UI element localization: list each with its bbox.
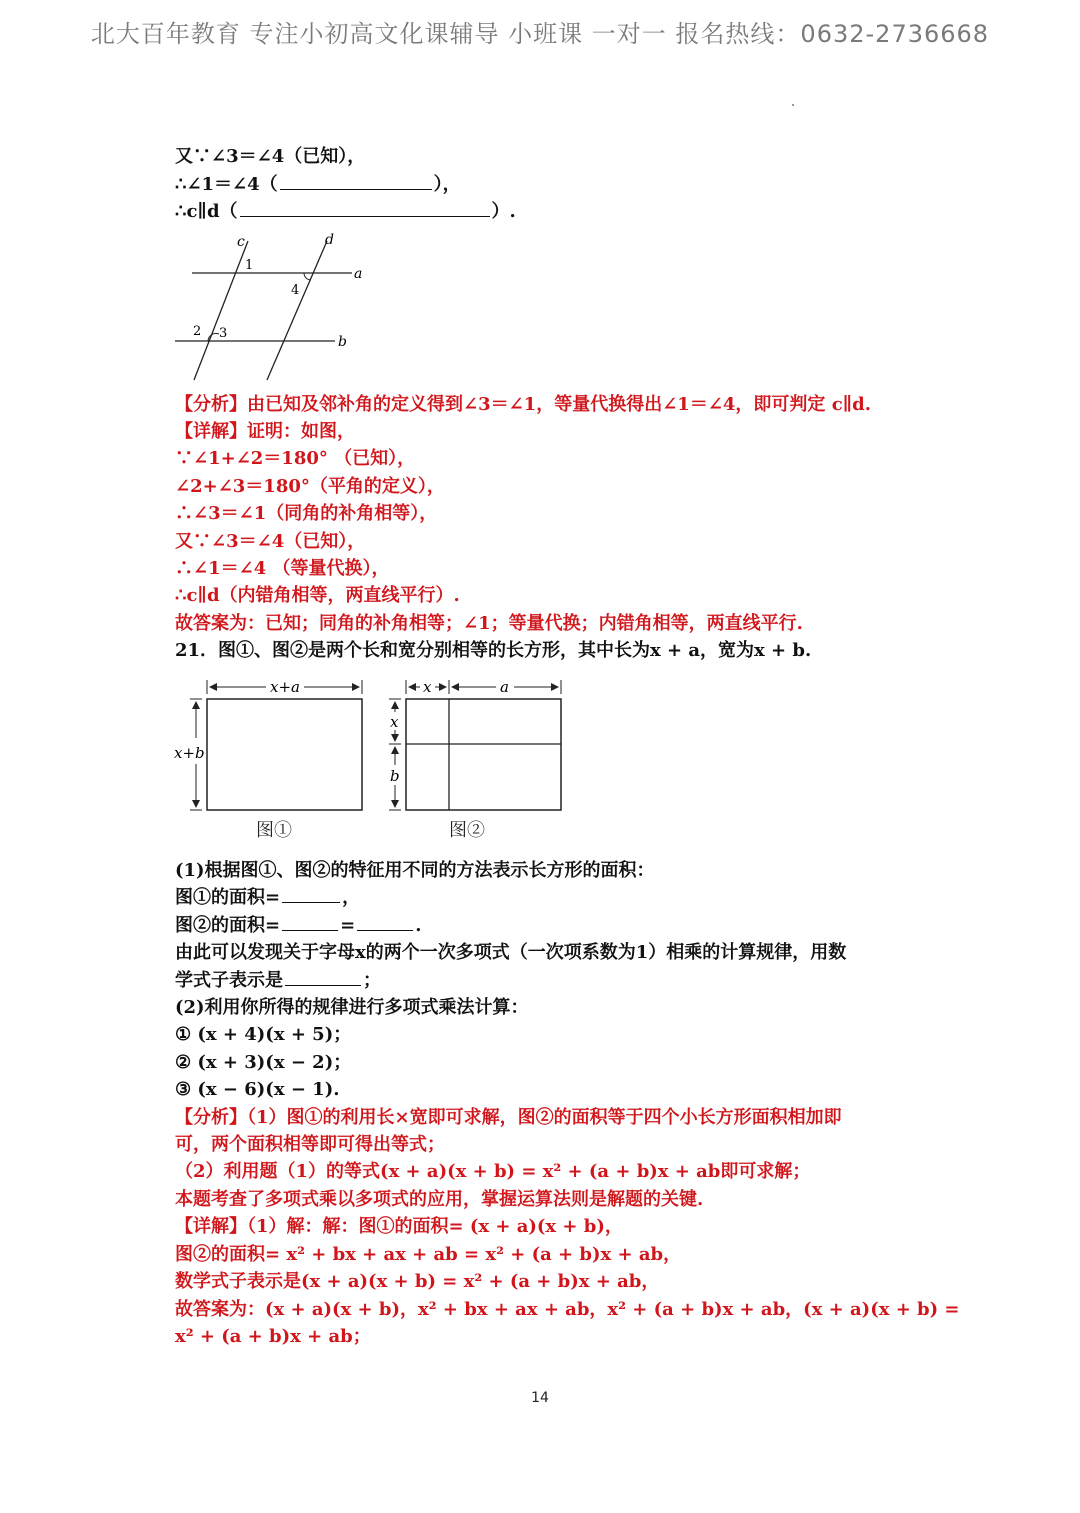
label-angle-4: 4	[291, 283, 300, 298]
solution21-line: 图②的面积= x² + bx + ax + ab = x² + (a + b)x + ab，	[175, 1244, 682, 1265]
q21-part-after: ；	[363, 970, 381, 991]
solution21-line: 故答案为：(x + a)(x + b)，x² + bx + ax + ab，x² + (a + b)x + ab，(x + a)(x + b) =	[175, 1299, 960, 1320]
solution20-line: ∵∠1+∠2＝180° （已知），	[175, 448, 416, 469]
fig2-top-a-label: a	[500, 678, 509, 696]
page-header: 北大百年教育 专注小初高文化课辅导 小班课 一对一 报名热线：0632-2736668	[90, 20, 990, 48]
rectangles-figure	[170, 672, 580, 822]
rectangle-1	[207, 699, 362, 810]
q21-part-text: 图②的面积=	[175, 915, 281, 936]
q21-part-text: 图①的面积=	[175, 887, 281, 908]
label-a: a	[354, 266, 363, 282]
top-line-3	[175, 198, 516, 225]
q21-part-text: 由此可以发现关于字母x的两个一次多项式（一次项系数为1）相乘的计算规律，用数	[175, 942, 847, 963]
label-b: b	[338, 334, 347, 350]
top-line-1-text: 又∵∠3＝∠4（已知），	[175, 146, 366, 167]
answer-blank[interactable]	[285, 967, 361, 986]
answer-blank[interactable]	[280, 171, 432, 190]
solution20-line: 故答案为：已知；同角的补角相等；∠1；等量代换；内错角相等，两直线平行.	[175, 613, 803, 634]
q21-part-text: ① (x + 4)(x + 5)；	[175, 1024, 352, 1045]
top-line-3-before: ∴c∥d（	[175, 201, 238, 222]
q21-part	[175, 939, 846, 966]
solution20-line: 【详解】证明：如图，	[175, 421, 355, 442]
fig2-top-x-label: x	[423, 678, 432, 696]
fig2-side-b-label: b	[390, 767, 400, 785]
solution21-line: 【分析】（1）图①的利用长×宽即可求解，图②的面积等于四个小长方形面积相加即	[175, 1107, 842, 1128]
top-line-2-after: ），	[433, 174, 461, 195]
q21-part	[175, 1049, 351, 1076]
top-line-1	[175, 143, 365, 170]
q21-part-text: ③ (x − 6)(x − 1).	[175, 1079, 340, 1100]
line-c	[194, 241, 248, 380]
solution20-line: ∴∠3＝∠1（同角的补角相等），	[175, 503, 438, 524]
q21-part-text: (1)根据图①、图②的特征用不同的方法表示长方形的面积：	[175, 860, 655, 881]
page-number: 14	[531, 1390, 549, 1406]
solution20-line: 又∵∠3＝∠4（已知），	[175, 531, 366, 552]
q21-part-mid: =	[340, 915, 356, 936]
solution21-line: 【详解】（1）解：解：图①的面积= (x + a)(x + b)，	[175, 1216, 623, 1237]
top-line-2-before: ∴∠1＝∠4（	[175, 174, 278, 195]
fig1-caption: 图①	[256, 820, 292, 841]
solution20-line: 【分析】由已知及邻补角的定义得到∠3＝∠1，等量代换得出∠1＝∠4，即可判定 c∥d.	[175, 394, 872, 415]
q21-part	[175, 884, 360, 911]
label-angle-2: 2	[193, 324, 202, 339]
fig1-side-label: x+b	[174, 744, 205, 762]
solution21-line: 本题考查了多项式乘以多项式的应用，掌握运算法则是解题的关键.	[175, 1189, 704, 1210]
q21-part-text: ② (x + 3)(x − 2)；	[175, 1052, 352, 1073]
solution21-line: 数学式子表示是(x + a)(x + b) = x² + (a + b)x + ab，	[175, 1271, 660, 1292]
solution20-line: ∴∠1＝∠4 （等量代换），	[175, 558, 390, 579]
fig2-caption: 图②	[449, 820, 485, 841]
fig2-side-x-label: x	[390, 713, 399, 731]
solution20-line: ∠2+∠3＝180°（平角的定义），	[175, 476, 445, 497]
solution20-line: ∴c∥d（内错角相等，两直线平行）.	[175, 585, 460, 606]
fig1-top-label: x+a	[270, 678, 300, 696]
q21-part-text: (2)利用你所得的规律进行多项式乘法计算：	[175, 997, 529, 1018]
solution21-line: 可，两个面积相等即可得出等式；	[175, 1134, 445, 1155]
q21-part	[175, 1076, 339, 1103]
answer-blank[interactable]	[282, 884, 340, 903]
label-c: c	[237, 234, 245, 250]
q21-part-after: ，	[342, 887, 361, 908]
rectangle-2	[406, 699, 561, 810]
parallel-lines-figure	[170, 228, 370, 386]
q21-part	[175, 967, 381, 994]
label-angle-1: 1	[245, 258, 254, 273]
label-d: d	[325, 232, 334, 248]
answer-blank[interactable]	[240, 198, 490, 217]
q21-part	[175, 857, 655, 884]
q21-part	[175, 912, 421, 939]
line-d	[267, 241, 327, 380]
question-21: 21．图①、图②是两个长和宽分别相等的长方形，其中长为x + a，宽为x + b.	[175, 640, 812, 661]
solution21-line: x² + (a + b)x + ab；	[175, 1326, 371, 1347]
speck	[792, 104, 794, 106]
solution21-line: （2）利用题（1）的等式(x + a)(x + b) = x² + (a + b)x + ab即可求解；	[175, 1161, 811, 1182]
q21-part	[175, 994, 529, 1021]
top-line-3-after: ）.	[491, 201, 516, 222]
answer-blank[interactable]	[357, 912, 413, 931]
label-angle-3: 3	[219, 326, 228, 341]
q21-part-after: .	[415, 915, 422, 936]
top-line-2	[175, 171, 461, 198]
q21-part	[175, 1021, 351, 1048]
answer-blank[interactable]	[282, 912, 338, 931]
q21-part-text: 学式子表示是	[175, 970, 283, 991]
